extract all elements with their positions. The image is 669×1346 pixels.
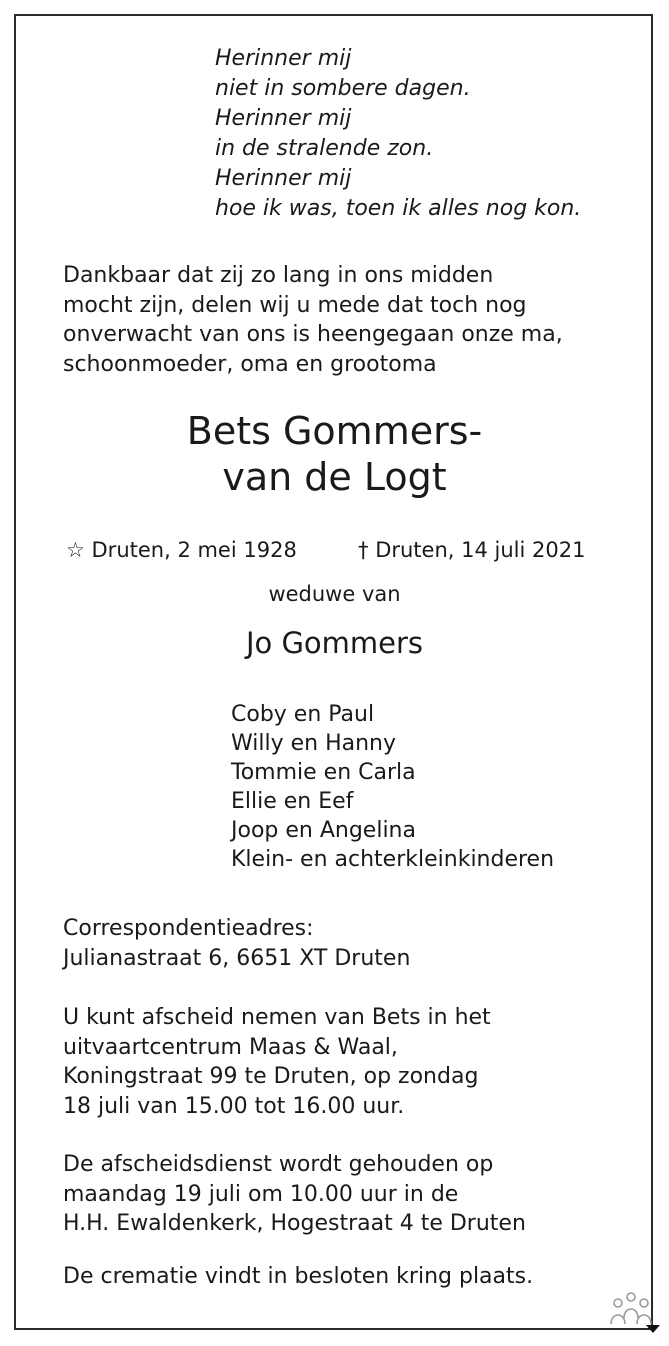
service-info: [63, 1150, 526, 1239]
poem-line: in de stralende zon.: [215, 136, 434, 161]
poem-line: Herinner mij: [215, 46, 352, 71]
death-date-text: Druten, 14 juli 2021: [375, 538, 586, 562]
intro-text: [63, 261, 623, 379]
farewell-line: uitvaartcentrum Maas & Waal,: [63, 1034, 398, 1060]
farewell-line: Koningstraat 99 te Druten, op zondag: [63, 1064, 479, 1089]
deceased-name: [0, 408, 669, 500]
poem-line: hoe ik was, toen ik alles nog kon.: [215, 196, 582, 221]
farewell-line: U kunt afscheid nemen van Bets in het: [63, 1005, 491, 1030]
intro-line: onverwacht van ons is heengegaan onze ma,: [63, 322, 563, 347]
deceased-name-line2: van de Logt: [222, 455, 447, 499]
farewell-info: [63, 1003, 491, 1121]
correspondence-line: Julianastraat 6, 6651 XT Druten: [63, 945, 411, 971]
poem-line: niet in sombere dagen.: [215, 76, 471, 101]
star-icon: ☆: [66, 538, 85, 562]
birth-date: [66, 536, 297, 564]
intro-line: mocht zijn, delen wij u mede dat toch nog: [63, 292, 527, 318]
service-line: De afscheidsdienst wordt gehouden op: [63, 1152, 494, 1177]
farewell-line: 18 juli van 15.00 tot 16.00 uur.: [63, 1093, 405, 1119]
family-list: [231, 700, 554, 874]
poem-line: Herinner mij: [215, 106, 352, 131]
spouse-name: Jo Gommers: [245, 626, 424, 660]
cremation-note: De crematie vindt in besloten kring plaats.: [63, 1264, 534, 1289]
service-line: maandag 19 juli om 10.00 uur in de: [63, 1181, 459, 1207]
birth-date-text: Druten, 2 mei 1928: [91, 538, 297, 562]
deceased-name-line1: Bets Gommers-: [186, 409, 483, 453]
family-member: Ellie en Eef: [231, 789, 354, 814]
family-member: Coby en Paul: [231, 702, 375, 727]
people-group-logo-icon: [606, 1290, 660, 1334]
correspondence-line: Correspondentieadres:: [63, 916, 314, 941]
intro-line: schoonmoeder, oma en grootoma: [63, 351, 437, 377]
intro-line: Dankbaar dat zij zo lang in ons midden: [63, 263, 494, 288]
cross-icon: †: [358, 538, 369, 562]
widow-text: weduwe van: [268, 582, 401, 606]
family-member: Joop en Angelina: [231, 818, 416, 843]
correspondence-address: [63, 914, 410, 973]
family-member: Klein- en achterkleinkinderen: [231, 847, 555, 872]
poem-line: Herinner mij: [215, 166, 352, 191]
family-member: Tommie en Carla: [231, 760, 416, 785]
poem: [215, 44, 581, 224]
family-member: Willy en Hanny: [231, 731, 397, 756]
service-line: H.H. Ewaldenkerk, Hogestraat 4 te Druten: [63, 1211, 526, 1236]
death-date: [358, 536, 585, 564]
